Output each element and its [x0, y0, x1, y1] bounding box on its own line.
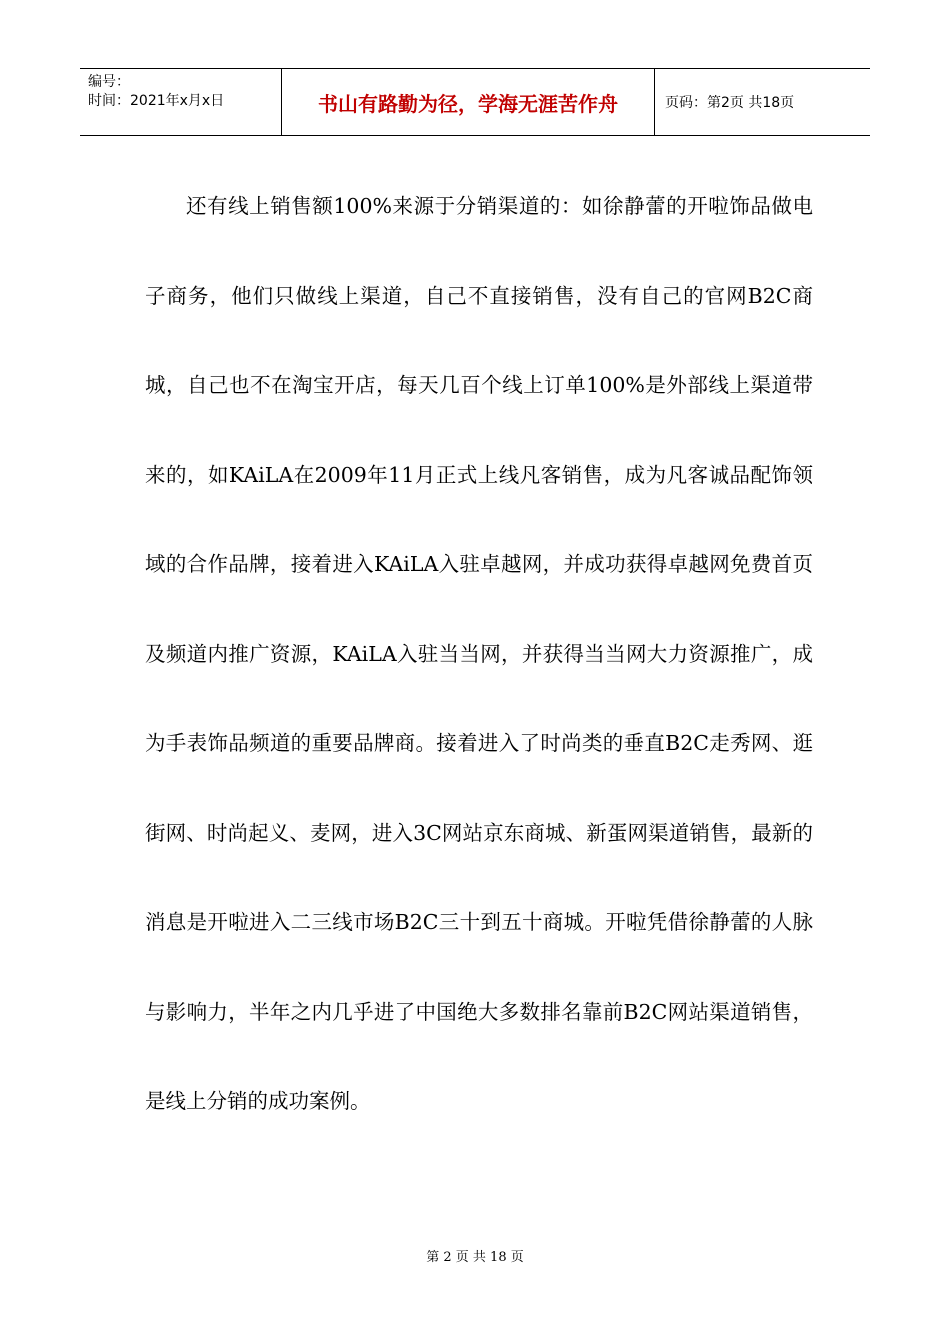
page-footer: 第 2 页 共 18 页	[426, 1250, 524, 1265]
document-body	[145, 162, 813, 1147]
header-page-info: 页码：第2页 共18页	[665, 95, 795, 111]
number-label: 编号：	[88, 74, 130, 90]
page-header	[80, 68, 870, 136]
header-motto: 书山有路勤为径，学海无涯苦作舟	[282, 69, 655, 135]
time-label: 时间：2021年x月x日	[88, 93, 225, 109]
header-meta	[80, 69, 282, 135]
body-paragraph: 还有线上销售额100%来源于分销渠道的：如徐静蕾的开啦饰品做电子商务，他们只做线上渠道，自己不直接销售，没有自己的官网B2C商城，自己也不在淘宝开店，每天几百个线上订单100%是外部线上渠道带来的，如KAiLA在2009年11月正式上线凡客销售，成为凡客诚品配饰领域的合作品牌，接着进入KAiLA入驻卓越网，并成功获得卓越网免费首页及频道内推广资源，KAiLA入驻当当网，并获得当当网大力资源推广，成为手表饰品频道的重要品牌商。接着进入了时尚类的垂直B2C走秀网、逛街网、时尚起义、麦网，进入3C网站京东商城、新蛋网渠道销售，最新的消息是开啦进入二三线市场B2C三十到五十商城。开啦凭借徐静蕾的人脉与影响力，半年之内几乎进了中国绝大多数排名靠前B2C网站渠道销售，是线上分销的成功案例。	[145, 194, 813, 1113]
